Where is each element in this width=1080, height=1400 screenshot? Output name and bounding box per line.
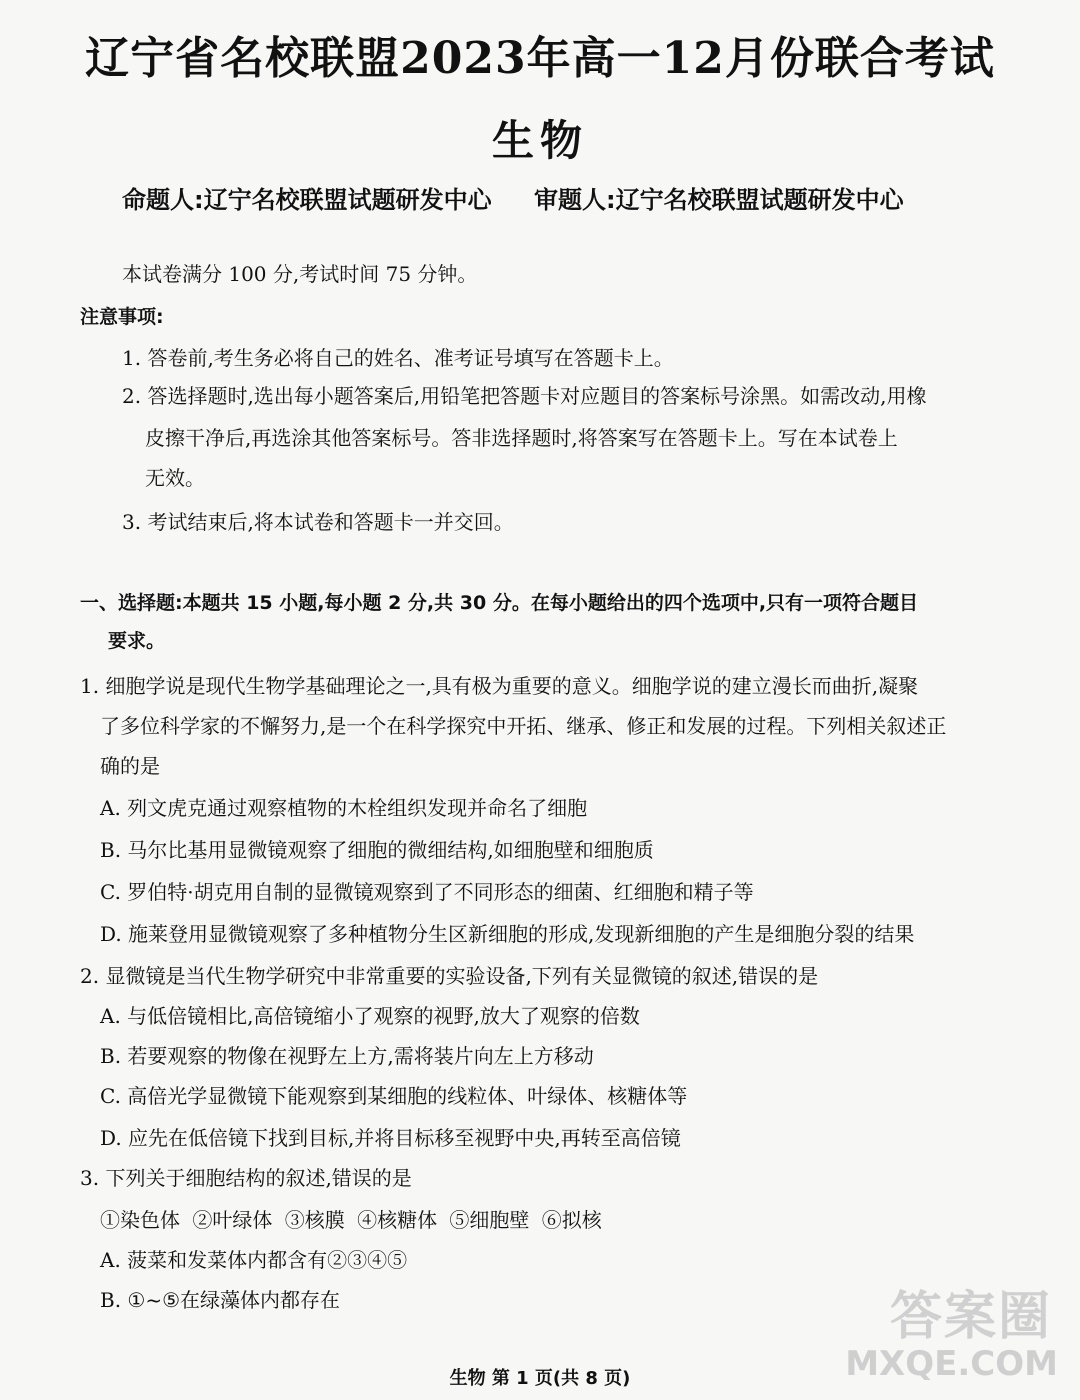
question-stem: 确的是 xyxy=(100,754,160,778)
notice-item: 皮擦干净后,再选涂其他答案标号。答非选择题时,将答案写在答题卡上。写在本试卷上 xyxy=(145,426,898,450)
notice-heading: 注意事项: xyxy=(80,306,164,328)
reviewer-label: 审题人:辽宁名校联盟试题研发中心 xyxy=(533,186,904,214)
question-stem: 1. 细胞学说是现代生物学基础理论之一,具有极为重要的意义。细胞学说的建立漫长而曲折,凝聚 xyxy=(80,674,919,698)
notice-item: 3. 考试结束后,将本试卷和答题卡一并交回。 xyxy=(122,510,514,534)
question-stem: 3. 下列关于细胞结构的叙述,错误的是 xyxy=(80,1166,412,1190)
question-stem: 了多位科学家的不懈努力,是一个在科学探究中开拓、继承、修正和发展的过程。下列相关叙述正 xyxy=(100,714,947,738)
exam-intro: 本试卷满分 100 分,考试时间 75 分钟。 xyxy=(122,262,478,286)
option-c: C. 罗伯特·胡克用自制的显微镜观察到了不同形态的细菌、红细胞和精子等 xyxy=(100,880,754,904)
option-b: B. 马尔比基用显微镜观察了细胞的微细结构,如细胞壁和细胞质 xyxy=(100,838,654,862)
notice-item: 2. 答选择题时,选出每小题答案后,用铅笔把答题卡对应题目的答案标号涂黑。如需改动,用橡 xyxy=(122,384,927,408)
exam-subject: 生物 xyxy=(491,116,588,165)
page-footer: 生物 第 1 页(共 8 页) xyxy=(449,1368,631,1389)
watermark-text-cn: 答案圈 xyxy=(889,1287,1052,1347)
watermark-text-en: MXQE.COM xyxy=(845,1344,1058,1384)
setter-label: 命题人:辽宁名校联盟试题研发中心 xyxy=(122,186,492,214)
notice-item: 1. 答卷前,考生务必将自己的姓名、准考证号填写在答题卡上。 xyxy=(122,346,674,370)
question-stem: 2. 显微镜是当代生物学研究中非常重要的实验设备,下列有关显微镜的叙述,错误的是 xyxy=(80,964,819,988)
option-a: A. 列文虎克通过观察植物的木栓组织发现并命名了细胞 xyxy=(100,796,588,820)
option-d: D. 应先在低倍镜下找到目标,并将目标移至视野中央,再转至高倍镜 xyxy=(100,1126,681,1150)
option-b: B. 若要观察的物像在视野左上方,需将装片向左上方移动 xyxy=(100,1044,594,1068)
exam-title: 辽宁省名校联盟2023年高一12月份联合考试 xyxy=(85,33,995,84)
option-c: C. 高倍光学显微镜下能观察到某细胞的线粒体、叶绿体、核糖体等 xyxy=(100,1084,688,1108)
notice-item: 无效。 xyxy=(145,466,205,490)
structure-list: ①染色体 ②叶绿体 ③核膜 ④核糖体 ⑤细胞壁 ⑥拟核 xyxy=(100,1208,602,1232)
option-a: A. 菠菜和发菜体内都含有②③④⑤ xyxy=(100,1248,408,1272)
section-heading: 一、选择题:本题共 15 小题,每小题 2 分,共 30 分。在每小题给出的四个选项中,只有一项符合题目 xyxy=(80,592,919,614)
watermark-logo xyxy=(845,1274,1062,1394)
option-a: A. 与低倍镜相比,高倍镜缩小了观察的视野,放大了观察的倍数 xyxy=(100,1004,640,1028)
option-d: D. 施莱登用显微镜观察了多种植物分生区新细胞的形成,发现新细胞的产生是细胞分裂的结果 xyxy=(100,922,915,946)
option-b: B. ①~⑤在绿藻体内都存在 xyxy=(100,1288,341,1312)
section-heading-cont: 要求。 xyxy=(108,630,166,652)
authors-line xyxy=(122,180,938,215)
